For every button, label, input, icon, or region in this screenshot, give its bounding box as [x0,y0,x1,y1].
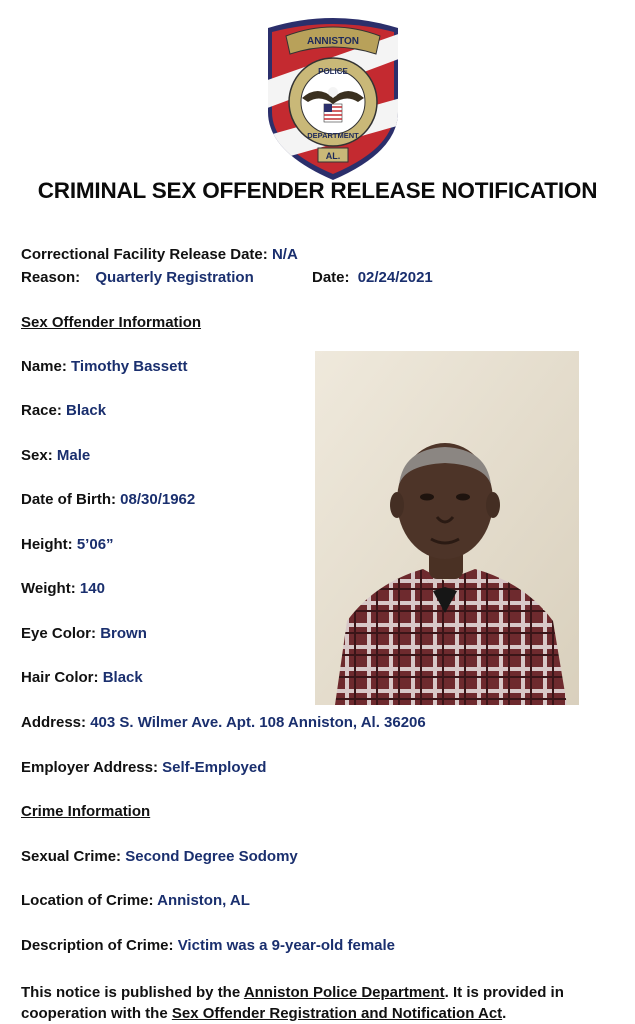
hair-color-row [21,669,143,686]
height-row [21,536,114,553]
sexual-crime-value: Second Degree Sodomy [125,848,298,865]
weight-value: 140 [79,580,105,597]
release-date-value: N/A [271,246,298,263]
notice-paragraph [21,982,621,1024]
notice-text-1: This notice is published by the [21,984,244,1001]
height-label: Height: [21,536,73,553]
release-date-label: Correctional Facility Release Date: [21,246,268,263]
crime-description-label: Description of Crime: [21,937,174,954]
hair-color-value: Black [102,669,143,686]
weight-row [21,580,105,597]
dob-row [21,491,195,508]
notice-text-3: . [502,1005,507,1022]
sexual-crime-label: Sexual Crime: [21,848,122,865]
badge-mid-text: POLICE [318,67,348,76]
name-label: Name: [21,358,67,375]
weight-label: Weight: [21,580,76,597]
notice-text-2: . It is provided in cooperation with the [21,984,564,1022]
dob-value: 08/30/1962 [120,491,196,508]
address-row [21,714,426,731]
notice-date-value: 02/24/2021 [357,269,433,286]
apd-link[interactable]: Anniston Police Department [243,984,445,1001]
reason-row [21,269,254,286]
badge-bottom-text: AL. [325,151,341,161]
notice-date-row [312,269,433,286]
crime-description-value: Victim was a 9-year-old female [177,937,396,954]
eye-color-row [21,625,147,642]
reason-value: Quarterly Registration [95,269,254,286]
race-label: Race: [21,402,62,419]
race-value: Black [66,402,107,419]
eye-color-value: Brown [100,625,147,642]
reason-label: Reason: [21,269,81,286]
dob-label: Date of Birth: [21,491,116,508]
crime-description-row [21,937,395,954]
sexual-crime-row [21,848,298,865]
name-row [21,358,187,375]
employer-label: Employer Address: [21,759,158,776]
badge-lower-text: DEPARTMENT [307,131,359,140]
employer-value: Self-Employed [162,759,267,776]
eye-color-label: Eye Color: [21,625,97,642]
page-title: CRIMINAL SEX OFFENDER RELEASE NOTIFICATION [37,178,598,203]
address-value: 403 S. Wilmer Ave. Apt. 108 Anniston, Al. 36206 [90,714,426,731]
police-badge-logo [262,12,404,182]
offender-photo [315,351,579,705]
sex-value: Male [56,447,91,464]
sex-row [21,447,90,464]
race-row [21,402,106,419]
name-value: Timothy Bassett [71,358,188,375]
sex-offender-info-heading: Sex Offender Information [21,314,202,331]
hair-color-label: Hair Color: [21,669,99,686]
sorna-link[interactable]: Sex Offender Registration and Notification Act [171,1005,503,1022]
crime-location-label: Location of Crime: [21,892,154,909]
release-date-row [21,246,298,263]
height-value: 5’06” [76,536,114,553]
badge-top-text: ANNISTON [306,36,360,47]
sex-label: Sex: [21,447,53,464]
crime-info-heading: Crime Information [21,803,151,820]
employer-row [21,759,266,776]
notice-date-label: Date: [312,269,350,286]
crime-location-value: Anniston, AL [157,892,250,909]
address-label: Address: [21,714,87,731]
crime-location-row [21,892,250,909]
